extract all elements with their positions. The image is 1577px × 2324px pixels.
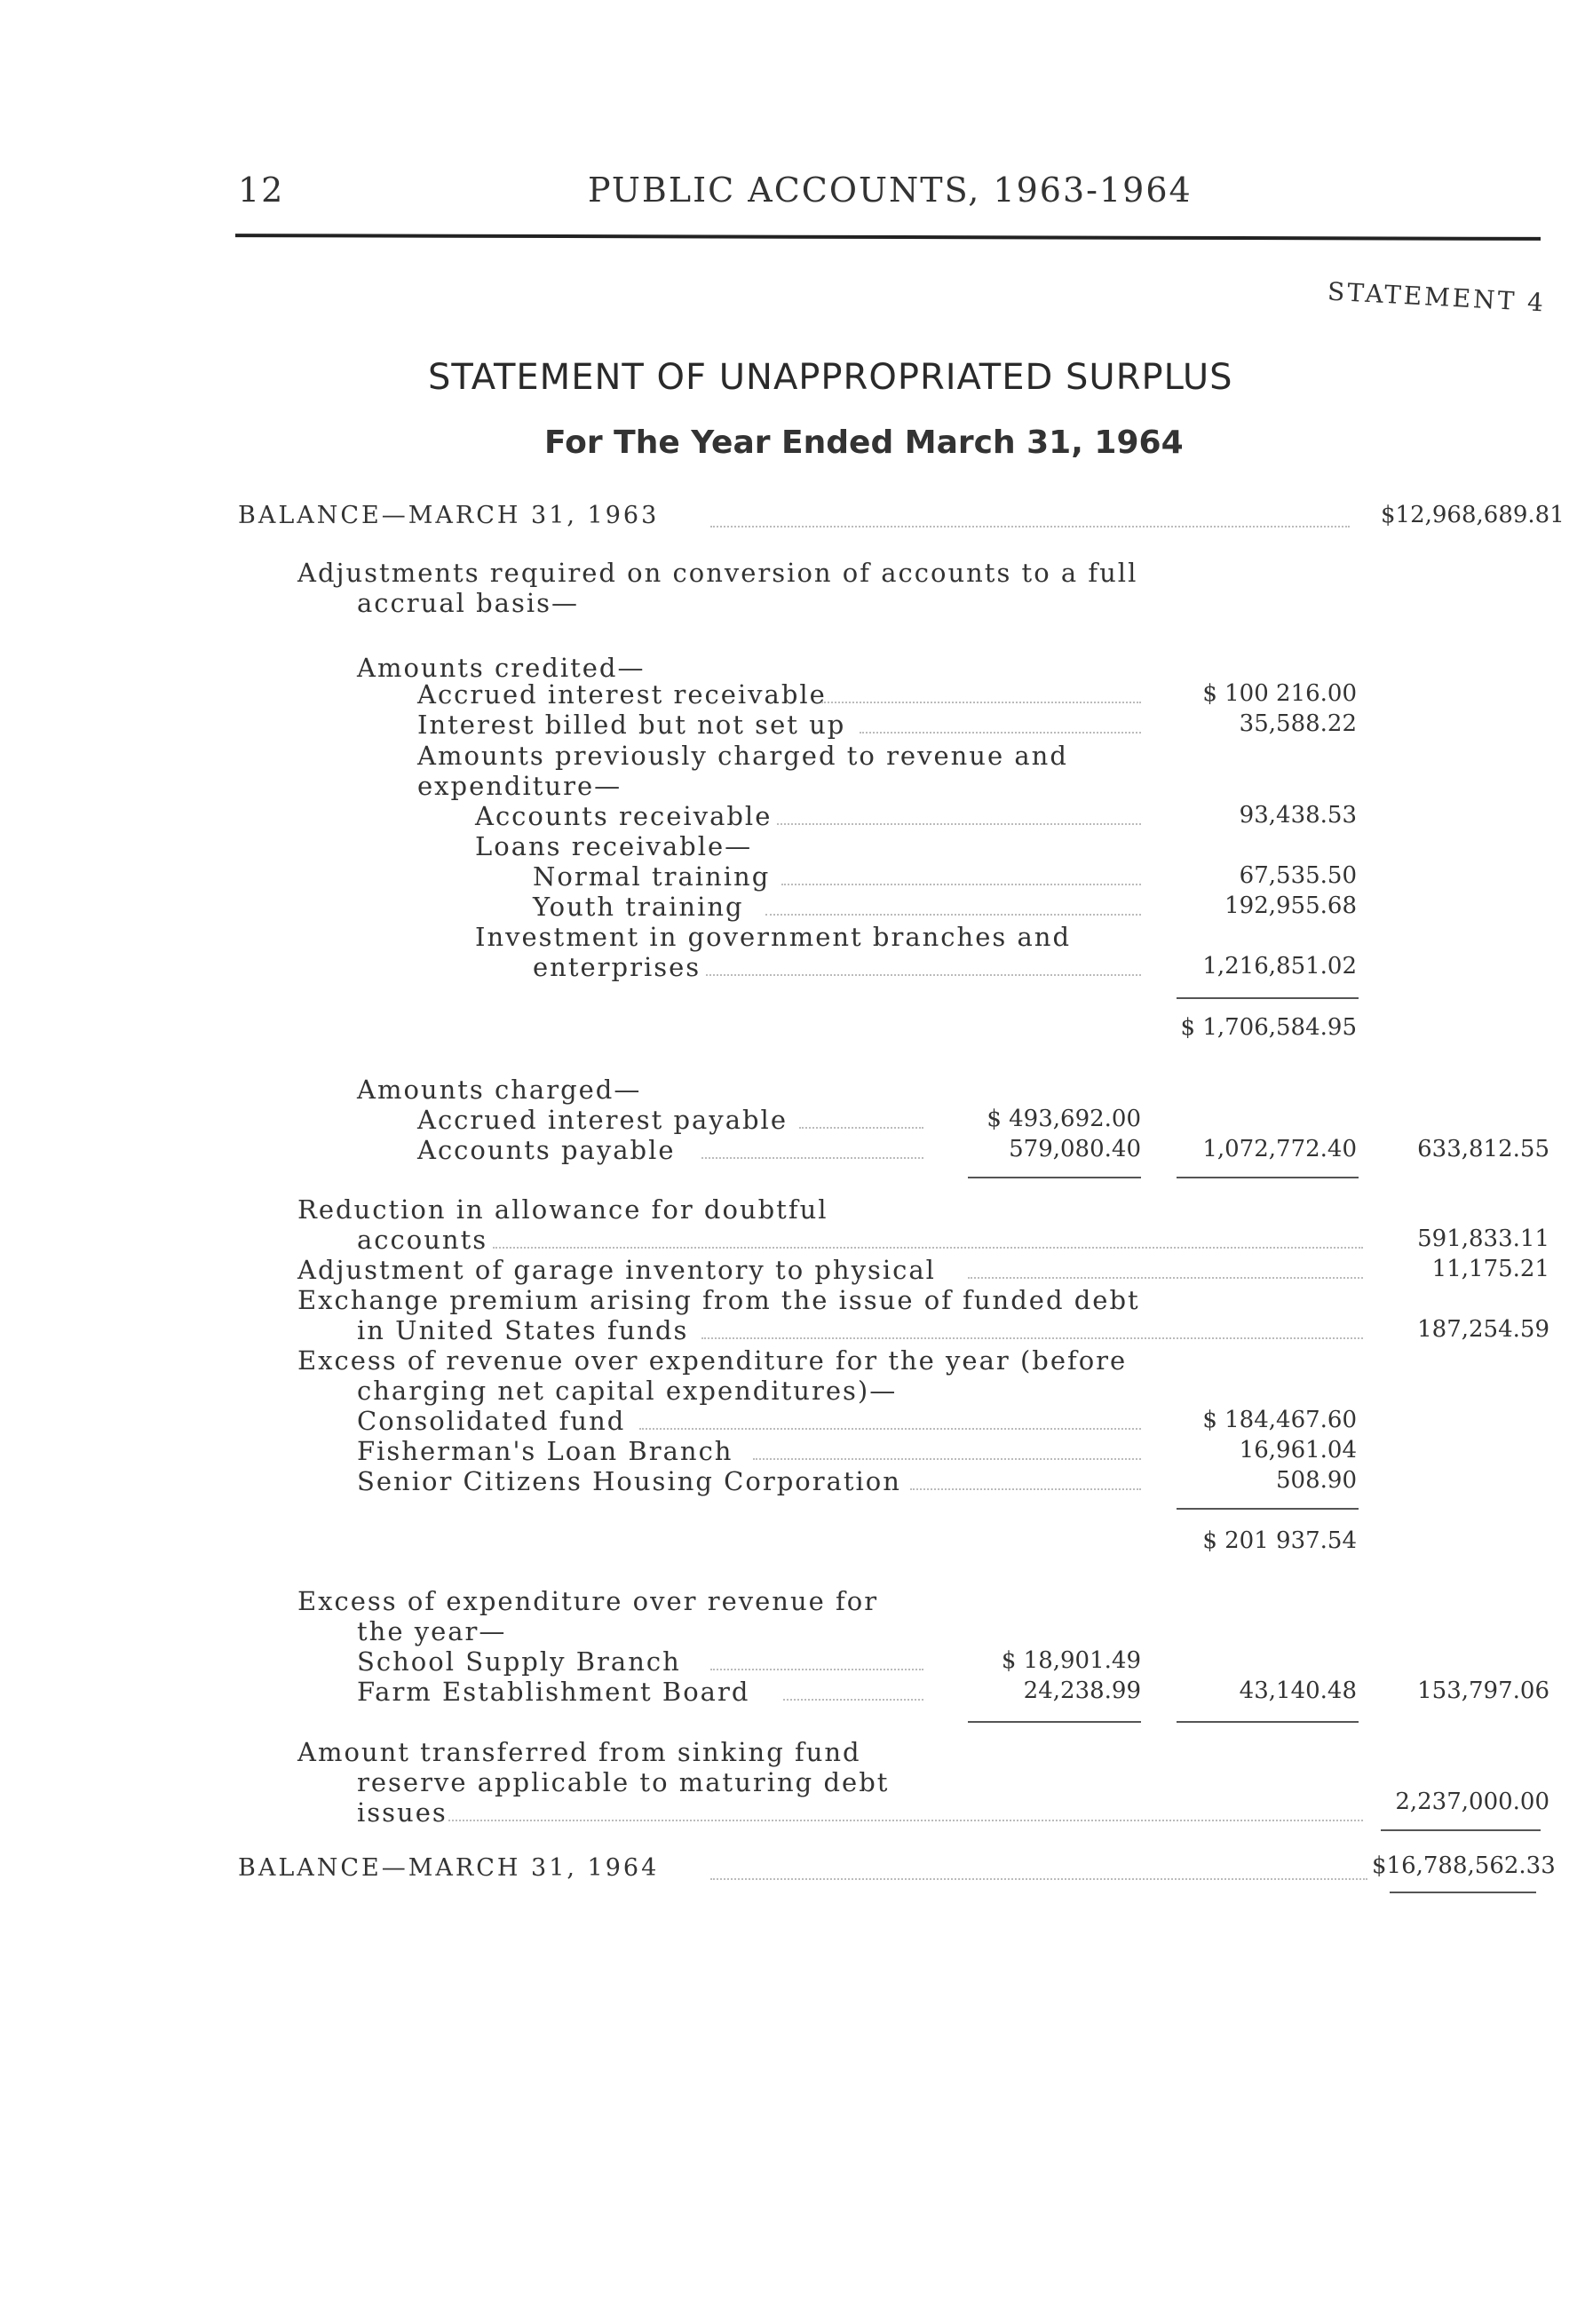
previously-charged-heading: expenditure— bbox=[417, 771, 622, 801]
leader-dots bbox=[799, 1127, 923, 1129]
leader-dots bbox=[701, 1157, 923, 1159]
sinking-fund-label: reserve applicable to maturing debt bbox=[357, 1767, 890, 1797]
garage-inventory-amount: 11,175.21 bbox=[1431, 1256, 1549, 1282]
sinking-fund-label: issues bbox=[357, 1797, 448, 1828]
fisherman-loan-label: Fisherman's Loan Branch bbox=[357, 1436, 733, 1466]
leader-dots bbox=[493, 1247, 1363, 1249]
leader-dots bbox=[777, 823, 1141, 825]
investment-amount: 1,216,851.02 bbox=[1202, 953, 1357, 980]
senior-citizens-label: Senior Citizens Housing Corporation bbox=[357, 1466, 901, 1496]
credited-heading: Amounts credited— bbox=[357, 653, 646, 683]
sum-rule bbox=[1177, 1508, 1359, 1510]
adjustments-intro: accrual basis— bbox=[357, 588, 579, 618]
leader-dots bbox=[753, 1458, 1141, 1460]
sum-rule bbox=[1177, 1177, 1359, 1178]
leader-dots bbox=[910, 1488, 1141, 1490]
school-supply-label: School Supply Branch bbox=[357, 1646, 681, 1677]
header-rule bbox=[235, 234, 1541, 241]
excess-revenue-heading: charging net capital expenditures)— bbox=[357, 1376, 898, 1406]
reduction-label: accounts bbox=[357, 1225, 488, 1255]
leader-dots bbox=[448, 1820, 1363, 1821]
adjustments-net-amount: 633,812.55 bbox=[1417, 1136, 1549, 1162]
page-number: 12 bbox=[238, 171, 285, 210]
charged-heading: Amounts charged— bbox=[357, 1075, 642, 1105]
fisherman-loan-amount: 16,961.04 bbox=[1239, 1437, 1357, 1463]
leader-dots bbox=[701, 1337, 1363, 1339]
garage-inventory-label: Adjustment of garage inventory to physical bbox=[297, 1255, 936, 1285]
exchange-premium-label: in United States funds bbox=[357, 1315, 689, 1345]
sinking-fund-amount: 2,237,000.00 bbox=[1395, 1789, 1549, 1815]
accounts-receivable-amount: 93,438.53 bbox=[1239, 802, 1357, 829]
running-title: PUBLIC ACCOUNTS, 1963-1964 bbox=[588, 171, 1193, 210]
interest-billed-label: Interest billed but not set up bbox=[417, 710, 846, 740]
closing-balance-label: BALANCE—MARCH 31, 1964 bbox=[238, 1854, 660, 1882]
leader-dots bbox=[821, 702, 1141, 703]
leader-dots bbox=[968, 1277, 1363, 1279]
normal-training-amount: 67,535.50 bbox=[1239, 862, 1357, 889]
page-title: STATEMENT OF UNAPPROPRIATED SURPLUS bbox=[428, 357, 1233, 398]
normal-training-label: Normal training bbox=[533, 861, 771, 892]
accrued-interest-receivable-amount: $ 100 216.00 bbox=[1202, 680, 1357, 707]
accrued-interest-payable-label: Accrued interest payable bbox=[417, 1105, 788, 1135]
loans-receivable-heading: Loans receivable— bbox=[475, 831, 753, 861]
reduction-label: Reduction in allowance for doubtful bbox=[297, 1194, 828, 1225]
sum-rule bbox=[1177, 1721, 1359, 1723]
farm-establishment-amount: 24,238.99 bbox=[1023, 1678, 1141, 1704]
opening-balance-label: BALANCE—MARCH 31, 1963 bbox=[238, 502, 660, 529]
adjustments-intro: Adjustments required on conversion of accounts to a full bbox=[297, 558, 1138, 588]
opening-balance-amount: $12,968,689.81 bbox=[1381, 502, 1565, 528]
accrued-interest-payable-amount: $ 493,692.00 bbox=[987, 1106, 1141, 1132]
excess-expenditure-heading: the year— bbox=[357, 1616, 507, 1646]
leader-dots bbox=[783, 1699, 923, 1701]
sum-rule bbox=[1381, 1829, 1541, 1831]
consolidated-fund-label: Consolidated fund bbox=[357, 1406, 626, 1436]
leader-dots bbox=[710, 526, 1350, 527]
reduction-amount: 591,833.11 bbox=[1417, 1225, 1549, 1252]
accounts-receivable-label: Accounts receivable bbox=[475, 801, 773, 831]
sum-rule bbox=[968, 1177, 1141, 1178]
leader-dots bbox=[765, 914, 1141, 916]
accounts-payable-label: Accounts payable bbox=[417, 1135, 676, 1165]
farm-establishment-label: Farm Establishment Board bbox=[357, 1677, 750, 1707]
excess-revenue-heading: Excess of revenue over expenditure for the year (before bbox=[297, 1345, 1128, 1376]
exchange-premium-amount: 187,254.59 bbox=[1417, 1316, 1549, 1343]
senior-citizens-amount: 508.90 bbox=[1276, 1467, 1357, 1494]
leader-dots bbox=[781, 884, 1141, 885]
leader-dots bbox=[710, 1669, 923, 1670]
accounts-payable-amount: 579,080.40 bbox=[1009, 1136, 1141, 1162]
leader-dots bbox=[710, 1878, 1367, 1880]
sum-rule bbox=[1390, 1892, 1536, 1893]
youth-training-label: Youth training bbox=[533, 892, 744, 922]
excess-expenditure-heading: Excess of expenditure over revenue for bbox=[297, 1586, 879, 1616]
sum-rule bbox=[968, 1721, 1141, 1723]
investment-heading: Investment in government branches and bbox=[475, 922, 1072, 952]
exchange-premium-label: Exchange premium arising from the issue of funded debt bbox=[297, 1285, 1140, 1315]
sinking-fund-label: Amount transferred from sinking fund bbox=[297, 1737, 861, 1767]
leader-dots bbox=[706, 974, 1141, 976]
school-supply-amount: $ 18,901.49 bbox=[1001, 1647, 1141, 1674]
youth-training-amount: 192,955.68 bbox=[1224, 892, 1357, 919]
sum-rule bbox=[1177, 997, 1359, 999]
leader-dots bbox=[639, 1428, 1141, 1430]
investment-label: enterprises bbox=[533, 952, 701, 982]
previously-charged-heading: Amounts previously charged to revenue and bbox=[417, 741, 1068, 771]
interest-billed-amount: 35,588.22 bbox=[1239, 710, 1357, 737]
excess-revenue-total: $ 201 937.54 bbox=[1202, 1527, 1357, 1554]
excess-expenditure-total: 43,140.48 bbox=[1239, 1678, 1357, 1704]
closing-balance-amount: $16,788,562.33 bbox=[1372, 1852, 1556, 1879]
charged-total: 1,072,772.40 bbox=[1202, 1136, 1357, 1162]
credited-total: $ 1,706,584.95 bbox=[1180, 1014, 1357, 1041]
accrued-interest-receivable-label: Accrued interest receivable bbox=[417, 679, 827, 710]
consolidated-fund-amount: $ 184,467.60 bbox=[1202, 1407, 1357, 1433]
page-subtitle: For The Year Ended March 31, 1964 bbox=[544, 424, 1184, 461]
excess-expenditure-net: 153,797.06 bbox=[1417, 1678, 1549, 1704]
statement-label: STATEMENT 4 bbox=[1327, 276, 1547, 318]
leader-dots bbox=[860, 732, 1141, 734]
